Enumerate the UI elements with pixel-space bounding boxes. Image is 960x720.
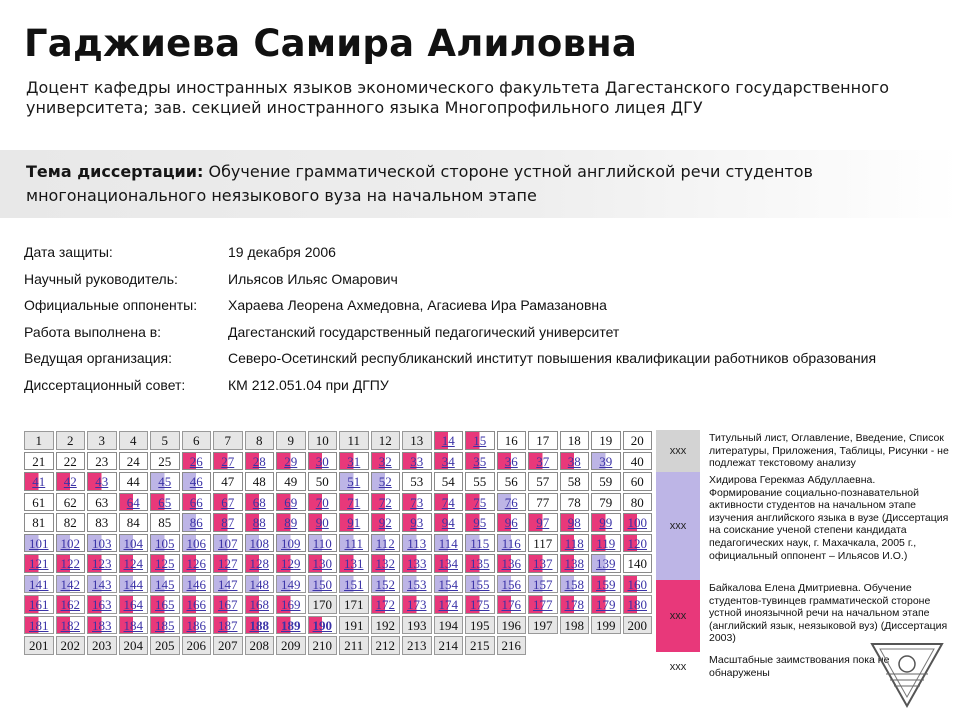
page-cell-152[interactable]: 152	[371, 575, 401, 594]
page-cell-168[interactable]: 168	[245, 595, 275, 614]
page-cell-63[interactable]: 63	[87, 493, 117, 512]
page-cell-123[interactable]: 123	[87, 554, 117, 573]
page-cell-199[interactable]: 199	[591, 616, 621, 635]
page-cell-91[interactable]: 91	[339, 513, 369, 532]
page-cell-72[interactable]: 72	[371, 493, 401, 512]
page-cell-62[interactable]: 62	[56, 493, 86, 512]
page-cell-185[interactable]: 185	[150, 616, 180, 635]
page-cell-124[interactable]: 124	[119, 554, 149, 573]
dissertation-topic	[26, 160, 926, 208]
page-cell-28[interactable]: 28	[245, 452, 275, 471]
page-cell-78[interactable]: 78	[560, 493, 590, 512]
page-cell-64[interactable]: 64	[119, 493, 149, 512]
page-cell-119[interactable]: 119	[591, 534, 621, 553]
page-cell-169[interactable]: 169	[276, 595, 306, 614]
page-cell-46[interactable]: 46	[182, 472, 212, 491]
page-cell-12[interactable]: 12	[371, 431, 401, 450]
page-cell-99[interactable]: 99	[591, 513, 621, 532]
page-cell-19[interactable]: 19	[591, 431, 621, 450]
legend-swatch: xxx	[656, 430, 700, 472]
page-cell-191[interactable]: 191	[339, 616, 369, 635]
page-cell-89[interactable]: 89	[276, 513, 306, 532]
page-cell-133[interactable]: 133	[402, 554, 432, 573]
page-cell-206[interactable]: 206	[182, 636, 212, 655]
page-cell-94[interactable]: 94	[434, 513, 464, 532]
page-cell-32[interactable]: 32	[371, 452, 401, 471]
page-cell-40[interactable]: 40	[623, 452, 653, 471]
page-cell-184[interactable]: 184	[119, 616, 149, 635]
page-cell-36[interactable]: 36	[497, 452, 527, 471]
page-cell-134[interactable]: 134	[434, 554, 464, 573]
page-cell-83[interactable]: 83	[87, 513, 117, 532]
page-cell-16[interactable]: 16	[497, 431, 527, 450]
page-cell-147[interactable]: 147	[213, 575, 243, 594]
page-cell-213[interactable]: 213	[402, 636, 432, 655]
page-cell-65[interactable]: 65	[150, 493, 180, 512]
page-cell-30[interactable]: 30	[308, 452, 338, 471]
page-cell-156[interactable]: 156	[497, 575, 527, 594]
page-cell-215[interactable]: 215	[465, 636, 495, 655]
page-cell-212[interactable]: 212	[371, 636, 401, 655]
legend-swatch: xxx	[656, 652, 700, 682]
page-cell-37[interactable]: 37	[528, 452, 558, 471]
page-cell-53[interactable]: 53	[402, 472, 432, 491]
page-cell-50[interactable]: 50	[308, 472, 338, 491]
page-cell-125[interactable]: 125	[150, 554, 180, 573]
page-cell-22[interactable]: 22	[56, 452, 86, 471]
legend-text: Байкалова Елена Дмитриевна. Обучение студентов-тувинцев грамматической стороне устной иноязычной речи на начальном этапе (английский язык, неязыковой вуз) (Диссертация 2003)	[709, 582, 948, 645]
page-cell-208[interactable]: 208	[245, 636, 275, 655]
page-cell-200[interactable]: 200	[623, 616, 653, 635]
page-cell-4[interactable]: 4	[119, 431, 149, 450]
page-cell-173[interactable]: 173	[402, 595, 432, 614]
page-cell-177[interactable]: 177	[528, 595, 558, 614]
page-cell-103[interactable]: 103	[87, 534, 117, 553]
page-cell-48[interactable]: 48	[245, 472, 275, 491]
page-cell-85[interactable]: 85	[150, 513, 180, 532]
page-cell-160[interactable]: 160	[623, 575, 653, 594]
page-cell-176[interactable]: 176	[497, 595, 527, 614]
page-cell-82[interactable]: 82	[56, 513, 86, 532]
page-cell-180[interactable]: 180	[623, 595, 653, 614]
page-cell-183[interactable]: 183	[87, 616, 117, 635]
page-cell-33[interactable]: 33	[402, 452, 432, 471]
page-cell-20[interactable]: 20	[623, 431, 653, 450]
page-cell-1[interactable]: 1	[24, 431, 54, 450]
page-cell-154[interactable]: 154	[434, 575, 464, 594]
page-cell-66[interactable]: 66	[182, 493, 212, 512]
legend-text: Масштабные заимствования пока не обнаружены	[709, 654, 890, 679]
page-cell-175[interactable]: 175	[465, 595, 495, 614]
page-cell-112[interactable]: 112	[371, 534, 401, 553]
page-cell-17[interactable]: 17	[528, 431, 558, 450]
page-cell-118[interactable]: 118	[560, 534, 590, 553]
page-cell-214[interactable]: 214	[434, 636, 464, 655]
page-cell-163[interactable]: 163	[87, 595, 117, 614]
page-cell-114[interactable]: 114	[434, 534, 464, 553]
page-cell-167[interactable]: 167	[213, 595, 243, 614]
page-cell-137[interactable]: 137	[528, 554, 558, 573]
page-cell-102[interactable]: 102	[56, 534, 86, 553]
page-cell-58[interactable]: 58	[560, 472, 590, 491]
page-cell-41[interactable]: 41	[24, 472, 54, 491]
page-cell-182[interactable]: 182	[56, 616, 86, 635]
page-cell-115[interactable]: 115	[465, 534, 495, 553]
page-cell-155[interactable]: 155	[465, 575, 495, 594]
page-cell-161[interactable]: 161	[24, 595, 54, 614]
page-cell-165[interactable]: 165	[150, 595, 180, 614]
page-cell-207[interactable]: 207	[213, 636, 243, 655]
page-cell-197[interactable]: 197	[528, 616, 558, 635]
page-cell-21[interactable]: 21	[24, 452, 54, 471]
page-cell-76[interactable]: 76	[497, 493, 527, 512]
page-cell-14[interactable]: 14	[434, 431, 464, 450]
info-label: Дата защиты:	[24, 244, 113, 260]
page-cell-67[interactable]: 67	[213, 493, 243, 512]
page-cell-148[interactable]: 148	[245, 575, 275, 594]
page-cell-75[interactable]: 75	[465, 493, 495, 512]
page-cell-51[interactable]: 51	[339, 472, 369, 491]
page-cell-108[interactable]: 108	[245, 534, 275, 553]
page-cell-109[interactable]: 109	[276, 534, 306, 553]
page-cell-158[interactable]: 158	[560, 575, 590, 594]
dissertation-topic-banner	[0, 150, 960, 218]
page-cell-113[interactable]: 113	[402, 534, 432, 553]
page-cell-9[interactable]: 9	[276, 431, 306, 450]
page-cell-106[interactable]: 106	[182, 534, 212, 553]
info-label: Официальные оппоненты:	[24, 297, 198, 313]
page-cell-49[interactable]: 49	[276, 472, 306, 491]
page-cell-25[interactable]: 25	[150, 452, 180, 471]
page-cell-122[interactable]: 122	[56, 554, 86, 573]
page-cell-126[interactable]: 126	[182, 554, 212, 573]
page-cell-88[interactable]: 88	[245, 513, 275, 532]
page-cell-128[interactable]: 128	[245, 554, 275, 573]
page-cell-44[interactable]: 44	[119, 472, 149, 491]
page-cell-57[interactable]: 57	[528, 472, 558, 491]
page-cell-18[interactable]: 18	[560, 431, 590, 450]
legend-text: Хидирова Герекмаз Абдуллаевна. Формирование социально-познавательной активности студентов на начальном этапе изучения английского языка в вузе (Диссертация на соискание ученой степени кандидата педагогических наук, г. Махачкала, 2005 г., официальный оппонент – Ильясов И.О.)	[709, 474, 949, 562]
page-cell-174[interactable]: 174	[434, 595, 464, 614]
page-cell-15[interactable]: 15	[465, 431, 495, 450]
page-cell-55[interactable]: 55	[465, 472, 495, 491]
page-cell-2[interactable]: 2	[56, 431, 86, 450]
page-cell-38[interactable]: 38	[560, 452, 590, 471]
page-cell-121[interactable]: 121	[24, 554, 54, 573]
info-value: КМ 212.051.04 при ДГПУ	[228, 376, 389, 393]
person-name: Гаджиева Самира Алиловна	[24, 22, 638, 65]
topic-text: Обучение грамматической стороне устной английской речи студентов многонационального неязыкового вуза на начальном этапе	[26, 162, 813, 205]
page-cell-130[interactable]: 130	[308, 554, 338, 573]
page-cell-6[interactable]: 6	[182, 431, 212, 450]
info-value: Хараева Леорена Ахмедовна, Агасиева Ира Рамазановна	[228, 297, 607, 313]
page-cell-104[interactable]: 104	[119, 534, 149, 553]
legend-swatch: xxx	[656, 580, 700, 652]
page-cell-129[interactable]: 129	[276, 554, 306, 573]
page-cell-98[interactable]: 98	[560, 513, 590, 532]
page-cell-196[interactable]: 196	[497, 616, 527, 635]
page-cell-105[interactable]: 105	[150, 534, 180, 553]
page-cell-13[interactable]: 13	[402, 431, 432, 450]
page-cell-201[interactable]: 201	[24, 636, 54, 655]
page-cell-87[interactable]: 87	[213, 513, 243, 532]
page-cell-96[interactable]: 96	[497, 513, 527, 532]
page-cell-69[interactable]: 69	[276, 493, 306, 512]
page-cell-203[interactable]: 203	[87, 636, 117, 655]
page-cell-127[interactable]: 127	[213, 554, 243, 573]
page-cell-140[interactable]: 140	[623, 554, 653, 573]
page-cell-136[interactable]: 136	[497, 554, 527, 573]
page-cell-93[interactable]: 93	[402, 513, 432, 532]
page-cell-117[interactable]: 117	[528, 534, 558, 553]
page-cell-77[interactable]: 77	[528, 493, 558, 512]
page-cell-71[interactable]: 71	[339, 493, 369, 512]
page-cell-144[interactable]: 144	[119, 575, 149, 594]
page-cell-35[interactable]: 35	[465, 452, 495, 471]
page-cell-166[interactable]: 166	[182, 595, 212, 614]
page-cell-84[interactable]: 84	[119, 513, 149, 532]
page-cell-198[interactable]: 198	[560, 616, 590, 635]
page-cell-5[interactable]: 5	[150, 431, 180, 450]
page-cell-216[interactable]: 216	[497, 636, 527, 655]
page-cell-107[interactable]: 107	[213, 534, 243, 553]
page-cell-192[interactable]: 192	[371, 616, 401, 635]
page-cell-79[interactable]: 79	[591, 493, 621, 512]
page-cell-70[interactable]: 70	[308, 493, 338, 512]
page-cell-209[interactable]: 209	[276, 636, 306, 655]
page-number-grid	[24, 431, 652, 655]
page-cell-100[interactable]: 100	[623, 513, 653, 532]
legend-item-source-1	[656, 472, 956, 580]
page-cell-132[interactable]: 132	[371, 554, 401, 573]
page-cell-116[interactable]: 116	[497, 534, 527, 553]
info-label: Ведущая организация:	[24, 350, 172, 366]
page-cell-205[interactable]: 205	[150, 636, 180, 655]
page-cell-45[interactable]: 45	[150, 472, 180, 491]
page-cell-171[interactable]: 171	[339, 595, 369, 614]
page-cell-23[interactable]: 23	[87, 452, 117, 471]
page-cell-39[interactable]: 39	[591, 452, 621, 471]
page-cell-193[interactable]: 193	[402, 616, 432, 635]
page-cell-95[interactable]: 95	[465, 513, 495, 532]
page-cell-131[interactable]: 131	[339, 554, 369, 573]
page-cell-31[interactable]: 31	[339, 452, 369, 471]
page-cell-189[interactable]: 189	[276, 616, 306, 635]
page-cell-73[interactable]: 73	[402, 493, 432, 512]
page-cell-179[interactable]: 179	[591, 595, 621, 614]
page-cell-54[interactable]: 54	[434, 472, 464, 491]
page-cell-92[interactable]: 92	[371, 513, 401, 532]
dissernet-seal-icon	[866, 634, 948, 716]
page-cell-61[interactable]: 61	[24, 493, 54, 512]
page-cell-178[interactable]: 178	[560, 595, 590, 614]
page-cell-135[interactable]: 135	[465, 554, 495, 573]
page-cell-26[interactable]: 26	[182, 452, 212, 471]
page-cell-195[interactable]: 195	[465, 616, 495, 635]
page-cell-60[interactable]: 60	[623, 472, 653, 491]
page-cell-145[interactable]: 145	[150, 575, 180, 594]
page-cell-210[interactable]: 210	[308, 636, 338, 655]
page-cell-141[interactable]: 141	[24, 575, 54, 594]
page-cell-59[interactable]: 59	[591, 472, 621, 491]
page-cell-68[interactable]: 68	[245, 493, 275, 512]
page-cell-47[interactable]: 47	[213, 472, 243, 491]
page-cell-111[interactable]: 111	[339, 534, 369, 553]
page-cell-10[interactable]: 10	[308, 431, 338, 450]
page-cell-43[interactable]: 43	[87, 472, 117, 491]
page-cell-142[interactable]: 142	[56, 575, 86, 594]
page-cell-188[interactable]: 188	[245, 616, 275, 635]
page-cell-110[interactable]: 110	[308, 534, 338, 553]
page-cell-143[interactable]: 143	[87, 575, 117, 594]
page-cell-34[interactable]: 34	[434, 452, 464, 471]
page-cell-80[interactable]: 80	[623, 493, 653, 512]
topic-label: Тема диссертации:	[26, 162, 204, 181]
page-cell-90[interactable]: 90	[308, 513, 338, 532]
page-cell-139[interactable]: 139	[591, 554, 621, 573]
page-cell-3[interactable]: 3	[87, 431, 117, 450]
page-cell-170[interactable]: 170	[308, 595, 338, 614]
page-cell-81[interactable]: 81	[24, 513, 54, 532]
info-label: Работа выполнена в:	[24, 323, 162, 340]
page-cell-101[interactable]: 101	[24, 534, 54, 553]
info-value: Ильясов Ильяс Омарович	[228, 270, 398, 287]
page-cell-97[interactable]: 97	[528, 513, 558, 532]
page-cell-194[interactable]: 194	[434, 616, 464, 635]
page-cell-186[interactable]: 186	[182, 616, 212, 635]
page-cell-159[interactable]: 159	[591, 575, 621, 594]
page-cell-211[interactable]: 211	[339, 636, 369, 655]
page-cell-151[interactable]: 151	[339, 575, 369, 594]
page-cell-162[interactable]: 162	[56, 595, 86, 614]
page-cell-8[interactable]: 8	[245, 431, 275, 450]
page-cell-164[interactable]: 164	[119, 595, 149, 614]
legend-swatch: xxx	[656, 472, 700, 580]
page-cell-7[interactable]: 7	[213, 431, 243, 450]
info-label: Научный руководитель:	[24, 270, 178, 287]
page-cell-27[interactable]: 27	[213, 452, 243, 471]
page-cell-204[interactable]: 204	[119, 636, 149, 655]
page-cell-11[interactable]: 11	[339, 431, 369, 450]
page-cell-42[interactable]: 42	[56, 472, 86, 491]
page-cell-187[interactable]: 187	[213, 616, 243, 635]
page-cell-172[interactable]: 172	[371, 595, 401, 614]
page-cell-202[interactable]: 202	[56, 636, 86, 655]
page-cell-149[interactable]: 149	[276, 575, 306, 594]
page-cell-74[interactable]: 74	[434, 493, 464, 512]
info-value: Дагестанский государственный педагогический университет	[228, 323, 620, 340]
info-value: 19 декабря 2006	[228, 244, 336, 260]
page-cell-181[interactable]: 181	[24, 616, 54, 635]
legend-text: Титульный лист, Оглавление, Введение, Список литературы, Приложения, Таблицы, Рисунки - не подлежат текстовому анализу	[709, 432, 949, 470]
page-cell-146[interactable]: 146	[182, 575, 212, 594]
page-cell-157[interactable]: 157	[528, 575, 558, 594]
page-cell-52[interactable]: 52	[371, 472, 401, 491]
person-position: Доцент кафедры иностранных языков экономического факультета Дагестанского государственного университета; зав. секцией иностранного языка Многопрофильного лицея ДГУ	[26, 78, 890, 117]
page-cell-24[interactable]: 24	[119, 452, 149, 471]
page-cell-56[interactable]: 56	[497, 472, 527, 491]
page-cell-86[interactable]: 86	[182, 513, 212, 532]
info-label: Диссертационный совет:	[24, 376, 186, 393]
page-cell-29[interactable]: 29	[276, 452, 306, 471]
page-cell-190[interactable]: 190	[308, 616, 338, 635]
page-cell-120[interactable]: 120	[623, 534, 653, 553]
page-cell-153[interactable]: 153	[402, 575, 432, 594]
info-value: Северо-Осетинский республиканский институт повышения квалификации работников образования	[228, 350, 877, 366]
legend-item-excluded	[656, 430, 956, 472]
page-cell-150[interactable]: 150	[308, 575, 338, 594]
page-cell-138[interactable]: 138	[560, 554, 590, 573]
